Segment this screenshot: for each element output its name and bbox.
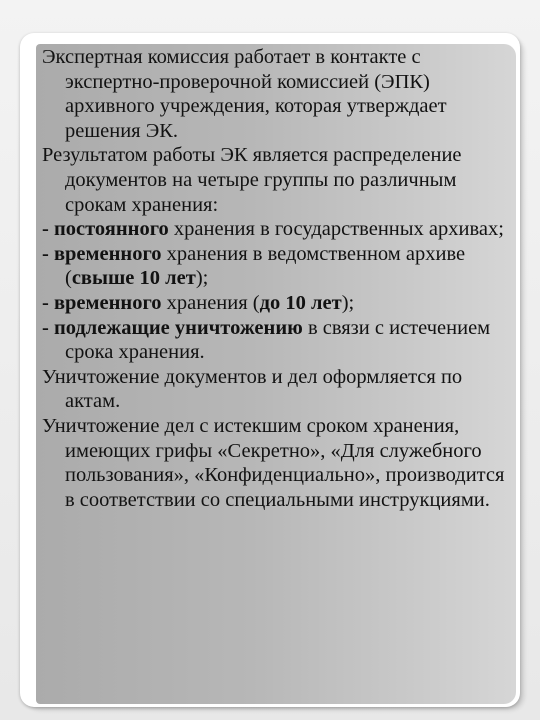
- list-item-destruction: [42, 316, 518, 365]
- term-subject-to-destruction: подлежащие уничтожению: [53, 316, 303, 339]
- term-permanent: постоянного: [53, 218, 169, 241]
- paragraph-acts: Уничтожение документов и дел оформляется по актам.: [42, 365, 463, 413]
- list-item-temporary-under-10: [42, 291, 518, 316]
- term-temporary: временного: [53, 242, 162, 265]
- list-item-permanent: [42, 217, 518, 242]
- list-item-text-end: );: [341, 291, 355, 314]
- term-over-10-years: свыше 10 лет: [71, 267, 196, 290]
- paragraph-classified: Уничтожение дел с истекшим сроком хранения, имеющих грифы «Секретно», «Для служебного пользования», «Конфиденциально», производится в соответствии со специальными инструкциями.: [42, 414, 505, 511]
- list-item-text: хранения в государственных архивах;: [168, 218, 504, 241]
- paragraph-commission: Экспертная комиссия работает в контакте с экспертно-проверочной комиссией (ЭПК) архивного учреждения, которая утверждает решения ЭК.: [42, 46, 447, 142]
- dash-marker: -: [42, 291, 54, 314]
- slide-text: [42, 45, 518, 512]
- dash-marker: -: [42, 242, 54, 265]
- list-item-text: хранения в ведомственном архиве (: [65, 242, 466, 290]
- list-item-text-end: );: [195, 267, 209, 290]
- list-item-temporary-over-10: [42, 242, 518, 291]
- dash-marker: -: [42, 316, 54, 339]
- list-item-text: в связи с истечением срока хранения.: [65, 316, 491, 364]
- dash-marker: -: [42, 218, 54, 241]
- term-temporary: временного: [53, 291, 162, 314]
- paragraph-result: Результатом работы ЭК является распределение документов на четыре группы по различным срокам хранения:: [42, 144, 462, 216]
- list-item-text: хранения (: [161, 291, 260, 314]
- term-up-to-10-years: до 10 лет: [259, 291, 342, 314]
